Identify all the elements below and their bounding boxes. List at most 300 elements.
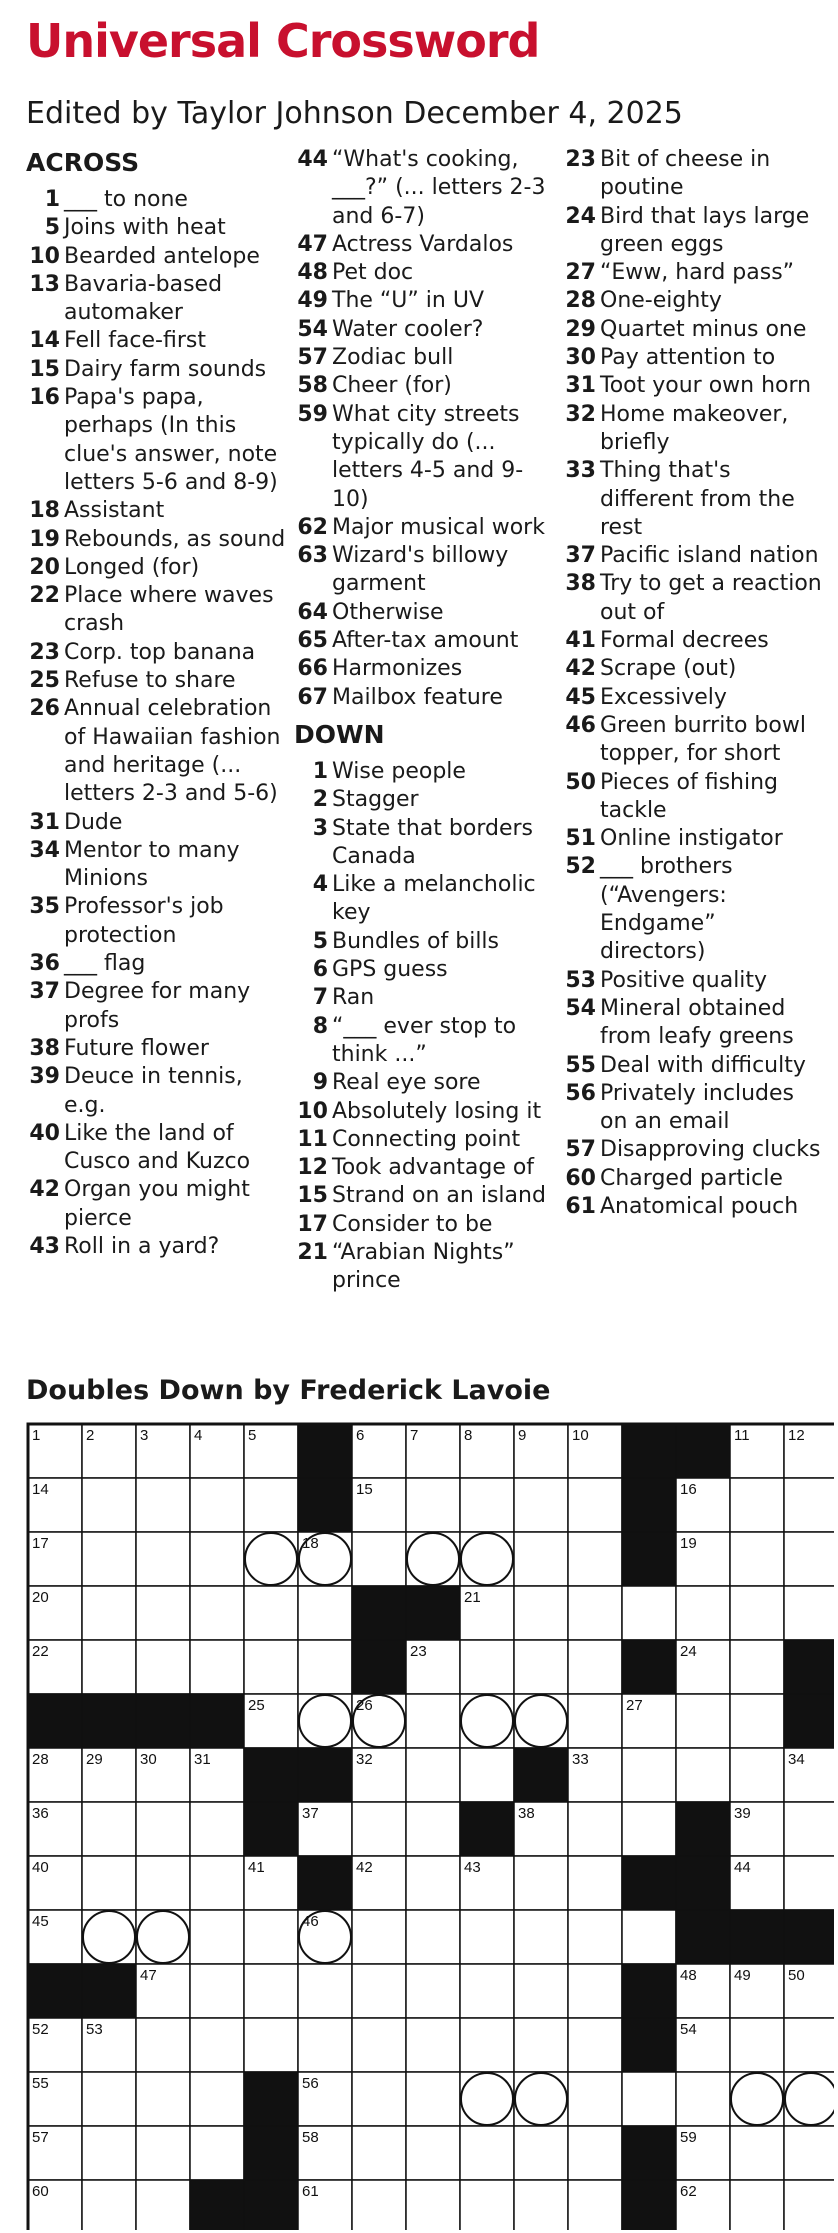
grid-cell[interactable] <box>82 1802 136 1856</box>
across-clue-57[interactable] <box>294 344 556 372</box>
grid-cell[interactable] <box>352 2072 406 2126</box>
grid-cell[interactable] <box>730 2180 784 2230</box>
clue-number: 17 <box>297 1211 328 1237</box>
grid-cell[interactable] <box>352 1532 406 1586</box>
cell-number: 42 <box>356 1859 373 1876</box>
grid-cell[interactable] <box>460 1910 514 1964</box>
clue-text: Longed (for) <box>64 554 200 580</box>
across-clue-34[interactable] <box>26 837 288 894</box>
grid-cell[interactable] <box>298 1586 352 1640</box>
down-clue-29[interactable] <box>562 316 826 344</box>
down-clue-42[interactable] <box>562 655 826 683</box>
block-cell <box>676 1802 730 1856</box>
clue-text: Harmonizes <box>332 656 463 682</box>
down-clue-55[interactable] <box>562 1052 826 1080</box>
clue-text: Consider to be <box>332 1211 493 1237</box>
clue-text: Zodiac bull <box>332 345 454 371</box>
down-clue-41[interactable] <box>562 627 826 655</box>
across-clue-1[interactable] <box>26 186 288 214</box>
grid-cell[interactable] <box>568 1910 622 1964</box>
grid-cell[interactable] <box>784 1586 834 1640</box>
grid-cell[interactable] <box>190 1856 244 1910</box>
grid-cell[interactable] <box>730 1478 784 1532</box>
down-clue-1[interactable] <box>294 758 556 786</box>
grid-cell[interactable] <box>568 2180 622 2230</box>
down-clue-54[interactable] <box>562 995 826 1052</box>
across-clue-49[interactable] <box>294 287 556 315</box>
clue-column-3 <box>562 146 826 1221</box>
cell-number: 5 <box>248 1427 257 1444</box>
cell-number: 41 <box>248 1859 265 1876</box>
block-cell <box>622 1964 676 2018</box>
grid-cell[interactable] <box>190 2126 244 2180</box>
clue-text: Dude <box>64 809 123 835</box>
grid-cell[interactable] <box>406 1694 460 1748</box>
across-clue-14[interactable] <box>26 327 288 355</box>
grid-cell[interactable] <box>568 1964 622 2018</box>
down-clue-52[interactable] <box>562 853 826 966</box>
grid-cell[interactable] <box>82 1532 136 1586</box>
clue-text: Wizard's billowy garment <box>332 543 509 597</box>
grid-cell[interactable] <box>244 1478 298 1532</box>
cell-number: 57 <box>32 2129 49 2146</box>
grid-cell[interactable] <box>568 2072 622 2126</box>
grid-cell[interactable] <box>82 2126 136 2180</box>
grid-cell[interactable] <box>190 1964 244 2018</box>
across-clue-66[interactable] <box>294 655 556 683</box>
clue-number: 41 <box>565 628 596 654</box>
cell-number: 28 <box>32 1751 49 1768</box>
across-clue-23[interactable] <box>26 639 288 667</box>
grid-cell[interactable] <box>406 1478 460 1532</box>
grid-cell[interactable] <box>244 1640 298 1694</box>
clue-text: “What's cooking, ___?” (... letters 2-3 and 6-7) <box>332 147 546 229</box>
grid-cell[interactable] <box>406 1910 460 1964</box>
cell-number: 17 <box>32 1535 49 1552</box>
grid-cell[interactable] <box>784 2180 834 2230</box>
down-clue-32[interactable] <box>562 401 826 458</box>
grid-cell[interactable] <box>730 1694 784 1748</box>
clue-number: 57 <box>565 1137 596 1163</box>
grid-cell[interactable] <box>406 1748 460 1802</box>
down-clue-23[interactable] <box>562 146 826 203</box>
clue-text: Bird that lays large green eggs <box>600 203 810 257</box>
grid-cell[interactable] <box>460 2126 514 2180</box>
across-clue-59[interactable] <box>294 401 556 514</box>
grid-cell[interactable] <box>784 2072 834 2126</box>
down-clue-56[interactable] <box>562 1080 826 1137</box>
cell-number: 43 <box>464 1859 481 1876</box>
down-clue-50[interactable] <box>562 769 826 826</box>
clue-text: Positive quality <box>600 967 768 993</box>
grid-cell[interactable] <box>568 1694 622 1748</box>
grid-cell[interactable] <box>730 1586 784 1640</box>
grid-cell[interactable] <box>406 1856 460 1910</box>
clue-number: 7 <box>312 985 328 1011</box>
crossword-grid-svg[interactable] <box>26 1422 834 2230</box>
clue-number: 47 <box>297 231 328 257</box>
grid-cell[interactable] <box>460 1478 514 1532</box>
grid-cell[interactable] <box>190 1910 244 1964</box>
grid-cell[interactable] <box>568 2126 622 2180</box>
grid-cell[interactable] <box>514 1478 568 1532</box>
clue-text: After-tax amount <box>332 628 519 654</box>
cell-number: 59 <box>680 2129 697 2146</box>
down-clue-33[interactable] <box>562 457 826 542</box>
across-clue-64[interactable] <box>294 599 556 627</box>
clue-text: Like a melancholic key <box>332 872 536 926</box>
clue-text: Toot your own horn <box>600 373 812 399</box>
block-cell <box>784 1694 834 1748</box>
across-clue-65[interactable] <box>294 627 556 655</box>
block-cell <box>298 1424 352 1478</box>
across-clue-37[interactable] <box>26 978 288 1035</box>
clue-number: 38 <box>29 1035 60 1061</box>
clue-number: 6 <box>312 957 328 983</box>
across-clue-13[interactable] <box>26 271 288 328</box>
clue-number: 54 <box>565 995 596 1021</box>
clue-text: Wise people <box>332 758 466 784</box>
grid-cell[interactable] <box>298 1640 352 1694</box>
down-clue-28[interactable] <box>562 287 826 315</box>
across-clue-35[interactable] <box>26 893 288 950</box>
clue-number: 42 <box>29 1177 60 1203</box>
grid-cell[interactable] <box>568 1640 622 1694</box>
down-clue-57[interactable] <box>562 1136 826 1164</box>
clue-number: 8 <box>312 1013 328 1039</box>
clue-text: Scrape (out) <box>600 656 737 682</box>
grid-cell[interactable] <box>730 1532 784 1586</box>
across-clue-48[interactable] <box>294 259 556 287</box>
clue-number: 9 <box>312 1070 328 1096</box>
grid-cell[interactable] <box>514 2180 568 2230</box>
down-heading: DOWN <box>294 719 385 749</box>
grid-cell[interactable] <box>136 2126 190 2180</box>
clue-number: 23 <box>29 639 60 665</box>
cell-number: 55 <box>32 2075 49 2092</box>
across-clue-44[interactable] <box>294 146 556 231</box>
grid-cell[interactable] <box>406 2018 460 2072</box>
grid-cell[interactable] <box>676 1748 730 1802</box>
clue-number: 63 <box>297 543 328 569</box>
grid-cell[interactable] <box>352 2180 406 2230</box>
clue-number: 42 <box>565 656 596 682</box>
grid-cell[interactable] <box>568 1478 622 1532</box>
block-cell <box>82 1964 136 2018</box>
grid-cell[interactable] <box>352 2126 406 2180</box>
across-clue-39[interactable] <box>26 1063 288 1120</box>
down-clue-3[interactable] <box>294 815 556 872</box>
across-clue-22[interactable] <box>26 582 288 639</box>
cell-number: 25 <box>248 1697 265 1714</box>
grid-cell[interactable] <box>298 1964 352 2018</box>
clue-number: 46 <box>565 712 596 738</box>
crossword-grid[interactable] <box>26 1422 834 2230</box>
across-clue-25[interactable] <box>26 667 288 695</box>
down-clue-17[interactable] <box>294 1211 556 1239</box>
cell-number: 19 <box>680 1535 697 1552</box>
grid-cell[interactable] <box>460 1964 514 2018</box>
down-clue-15[interactable] <box>294 1182 556 1210</box>
clue-number: 1 <box>44 187 60 212</box>
down-clue-45[interactable] <box>562 684 826 712</box>
clue-number: 10 <box>29 243 60 269</box>
down-clue-24[interactable] <box>562 203 826 260</box>
clue-number: 57 <box>297 345 328 371</box>
cell-number: 23 <box>410 1643 427 1660</box>
block-cell <box>298 1478 352 1532</box>
grid-cell[interactable] <box>136 2072 190 2126</box>
grid-cell[interactable] <box>622 2072 676 2126</box>
across-clue-54[interactable] <box>294 316 556 344</box>
clue-text: “___ ever stop to think ...” <box>332 1013 517 1067</box>
clue-text: Privately includes on an email <box>600 1080 794 1135</box>
grid-cell[interactable] <box>568 2018 622 2072</box>
across-clue-63[interactable] <box>294 542 556 599</box>
block-cell <box>190 1694 244 1748</box>
grid-cell[interactable] <box>784 1478 834 1532</box>
block-cell <box>190 2180 244 2230</box>
grid-cell[interactable] <box>406 1802 460 1856</box>
block-cell <box>406 1586 460 1640</box>
grid-cell[interactable] <box>136 2180 190 2230</box>
grid-cell[interactable] <box>82 1856 136 1910</box>
across-clue-62[interactable] <box>294 514 556 542</box>
clue-number: 10 <box>297 1098 328 1124</box>
grid-cell[interactable] <box>352 2018 406 2072</box>
across-clue-31[interactable] <box>26 809 288 837</box>
down-clue-51[interactable] <box>562 825 826 853</box>
cell-number: 29 <box>86 1751 103 1768</box>
grid-cell[interactable] <box>568 1856 622 1910</box>
down-clue-10[interactable] <box>294 1098 556 1126</box>
cell-number: 7 <box>410 1427 419 1444</box>
block-cell <box>28 1694 82 1748</box>
down-clue-60[interactable] <box>562 1165 826 1193</box>
cell-number: 38 <box>518 1805 535 1822</box>
down-clue-37[interactable] <box>562 542 826 570</box>
grid-cell[interactable] <box>190 1640 244 1694</box>
grid-cell[interactable] <box>406 1964 460 2018</box>
grid-cell[interactable] <box>622 1910 676 1964</box>
cell-number: 24 <box>680 1643 697 1660</box>
grid-cell[interactable] <box>190 1532 244 1586</box>
block-cell <box>28 1964 82 2018</box>
grid-cell[interactable] <box>406 2126 460 2180</box>
down-clue-11[interactable] <box>294 1126 556 1154</box>
cell-number: 14 <box>32 1481 49 1498</box>
clue-number: 66 <box>297 656 328 682</box>
grid-cell[interactable] <box>298 2018 352 2072</box>
grid-cell[interactable] <box>352 1802 406 1856</box>
across-clue-42[interactable] <box>26 1176 288 1233</box>
block-cell <box>82 1694 136 1748</box>
grid-cell[interactable] <box>622 1748 676 1802</box>
grid-cell[interactable] <box>244 1964 298 2018</box>
clue-number: 3 <box>312 815 328 841</box>
grid-cell[interactable] <box>136 1856 190 1910</box>
across-clue-16[interactable] <box>26 384 288 497</box>
across-clue-67[interactable] <box>294 684 556 712</box>
grid-cell[interactable] <box>136 1478 190 1532</box>
clue-number: 30 <box>565 345 596 371</box>
clue-number: 22 <box>29 583 60 609</box>
across-clue-10[interactable] <box>26 243 288 271</box>
grid-cell[interactable] <box>676 2072 730 2126</box>
clue-text: Deuce in tennis, e.g. <box>64 1064 243 1118</box>
clue-text: Took advantage of <box>332 1155 535 1181</box>
down-clue-46[interactable] <box>562 712 826 769</box>
grid-cell[interactable] <box>460 1748 514 1802</box>
grid-cell[interactable] <box>514 1586 568 1640</box>
down-clue-9[interactable] <box>294 1069 556 1097</box>
clue-text: Like the land of Cusco and Kuzco <box>64 1120 251 1175</box>
grid-cell[interactable] <box>82 1478 136 1532</box>
clue-number: 35 <box>29 894 60 920</box>
across-clue-5[interactable] <box>26 214 288 242</box>
down-clue-2[interactable] <box>294 786 556 814</box>
grid-cell[interactable] <box>190 1586 244 1640</box>
clue-number: 1 <box>312 758 328 784</box>
grid-cell[interactable] <box>82 1640 136 1694</box>
clue-text: Pet doc <box>332 260 414 286</box>
grid-cell[interactable] <box>514 2018 568 2072</box>
grid-cell[interactable] <box>784 1532 834 1586</box>
clue-text: Pacific island nation <box>600 543 819 569</box>
down-clue-53[interactable] <box>562 967 826 995</box>
grid-cell[interactable] <box>82 2180 136 2230</box>
clue-number: 2 <box>312 787 328 813</box>
across-clue-20[interactable] <box>26 554 288 582</box>
clue-text: Papa's papa, perhaps (In this clue's answer, note letters 5-6 and 8-9) <box>64 385 278 495</box>
across-clue-36[interactable] <box>26 950 288 978</box>
down-clue-31[interactable] <box>562 372 826 400</box>
grid-cell[interactable] <box>136 2018 190 2072</box>
clue-number: 37 <box>565 543 596 569</box>
grid-cell[interactable] <box>676 1586 730 1640</box>
grid-cell[interactable] <box>136 1586 190 1640</box>
grid-cell[interactable] <box>568 1802 622 1856</box>
clue-text: ___ to none <box>64 187 188 212</box>
grid-cell[interactable] <box>676 1694 730 1748</box>
grid-cell[interactable] <box>730 1640 784 1694</box>
across-clue-47[interactable] <box>294 231 556 259</box>
clue-number: 40 <box>29 1120 60 1146</box>
cell-number: 21 <box>464 1589 481 1606</box>
across-clue-40[interactable] <box>26 1120 288 1177</box>
grid-cell[interactable] <box>514 2126 568 2180</box>
grid-cell[interactable] <box>244 1586 298 1640</box>
grid-cell[interactable] <box>190 2072 244 2126</box>
grid-cell[interactable] <box>784 2018 834 2072</box>
down-clue-61[interactable] <box>562 1193 826 1221</box>
across-clue-26[interactable] <box>26 695 288 808</box>
grid-cell[interactable] <box>784 1856 834 1910</box>
grid-cell[interactable] <box>190 2018 244 2072</box>
block-cell <box>352 1586 406 1640</box>
down-clue-4[interactable] <box>294 871 556 928</box>
cell-number: 62 <box>680 2183 697 2200</box>
grid-cell[interactable] <box>460 2180 514 2230</box>
clue-number: 24 <box>565 203 596 229</box>
across-clue-38[interactable] <box>26 1035 288 1063</box>
grid-cell[interactable] <box>406 2180 460 2230</box>
grid-cell[interactable] <box>244 1910 298 1964</box>
down-clue-6[interactable] <box>294 956 556 984</box>
clue-text: Bundles of bills <box>332 928 500 954</box>
clue-text: Charged particle <box>600 1165 783 1191</box>
grid-cell[interactable] <box>568 1586 622 1640</box>
grid-cell[interactable] <box>82 2072 136 2126</box>
across-clue-58[interactable] <box>294 372 556 400</box>
grid-cell[interactable] <box>82 1586 136 1640</box>
grid-cell[interactable] <box>514 1532 568 1586</box>
grid-cell[interactable] <box>730 2126 784 2180</box>
across-clue-43[interactable] <box>26 1233 288 1261</box>
grid-cell[interactable] <box>190 1478 244 1532</box>
grid-cell[interactable] <box>190 1802 244 1856</box>
cell-number: 40 <box>32 1859 49 1876</box>
cell-number: 37 <box>302 1805 319 1822</box>
grid-cell[interactable] <box>514 1910 568 1964</box>
across-clue-19[interactable] <box>26 526 288 554</box>
grid-cell[interactable] <box>568 1532 622 1586</box>
grid-cell[interactable] <box>460 1640 514 1694</box>
grid-cell[interactable] <box>514 1856 568 1910</box>
across-clue-15[interactable] <box>26 356 288 384</box>
grid-cell[interactable] <box>784 1802 834 1856</box>
clue-number: 62 <box>297 514 328 540</box>
down-clue-38[interactable] <box>562 570 826 627</box>
grid-cell[interactable] <box>622 1802 676 1856</box>
grid-cell[interactable] <box>244 2018 298 2072</box>
grid-cell[interactable] <box>136 1802 190 1856</box>
cell-number: 10 <box>572 1427 589 1444</box>
across-clue-18[interactable] <box>26 497 288 525</box>
cell-number: 4 <box>194 1427 203 1444</box>
clue-number: 25 <box>29 668 60 694</box>
clue-number: 21 <box>297 1239 328 1265</box>
down-clue-21[interactable] <box>294 1239 556 1296</box>
block-cell <box>622 2126 676 2180</box>
grid-cell[interactable] <box>352 1964 406 2018</box>
grid-cell[interactable] <box>406 2072 460 2126</box>
grid-cell[interactable] <box>784 2126 834 2180</box>
grid-cell[interactable] <box>136 1640 190 1694</box>
grid-cell[interactable] <box>514 1640 568 1694</box>
down-clue-5[interactable] <box>294 928 556 956</box>
clue-number: 33 <box>565 458 596 484</box>
clue-text: Strand on an island <box>332 1183 546 1209</box>
grid-cell[interactable] <box>460 2018 514 2072</box>
down-clue-8[interactable] <box>294 1013 556 1070</box>
grid-cell[interactable] <box>730 1748 784 1802</box>
grid-cell[interactable] <box>622 1586 676 1640</box>
down-clue-7[interactable] <box>294 984 556 1012</box>
clue-text: Anatomical pouch <box>600 1193 799 1219</box>
down-clue-12[interactable] <box>294 1154 556 1182</box>
down-clue-30[interactable] <box>562 344 826 372</box>
down-clue-27[interactable] <box>562 259 826 287</box>
grid-cell[interactable] <box>514 1964 568 2018</box>
grid-cell[interactable] <box>352 1910 406 1964</box>
grid-cell[interactable] <box>730 2018 784 2072</box>
cell-number: 32 <box>356 1751 373 1768</box>
grid-cell[interactable] <box>136 1532 190 1586</box>
clue-text: Disapproving clucks <box>600 1137 821 1163</box>
clue-text: Roll in a yard? <box>64 1233 220 1259</box>
clue-text: Quartet minus one <box>600 316 807 342</box>
